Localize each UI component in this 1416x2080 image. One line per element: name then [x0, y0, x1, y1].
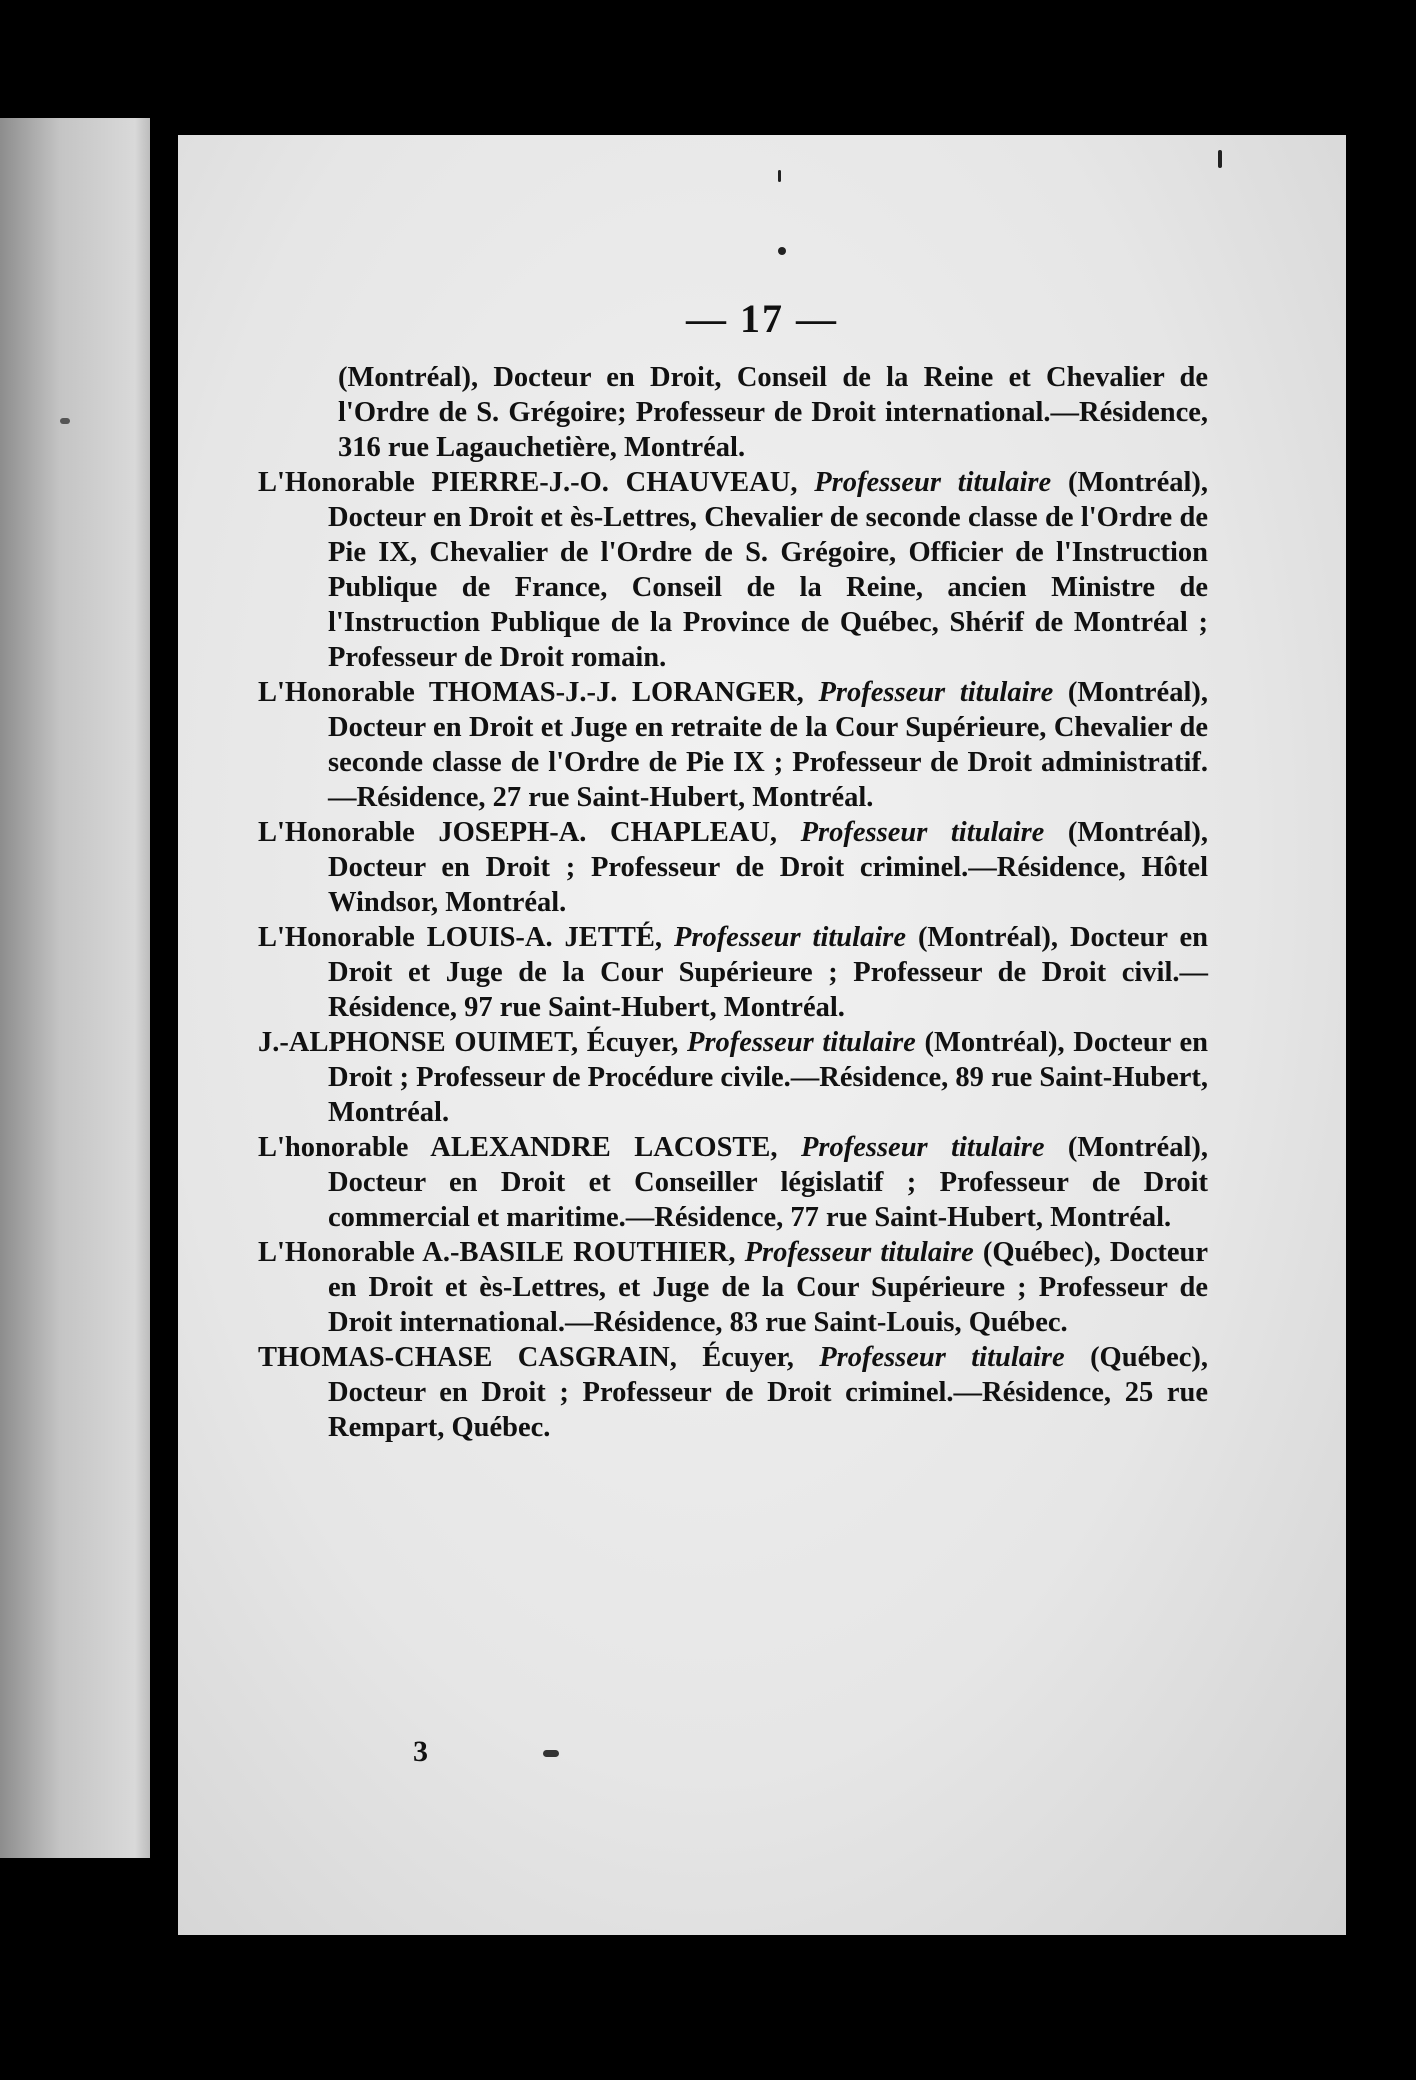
entry-title: Professeur titulaire: [814, 467, 1052, 498]
entry-text: (Montréal), Docteur en Droit et Juge de la Cour Supérieure ; Professeur de Droit civil.—Résidence, 97 rue Saint-Hubert, Montréal.: [328, 922, 1209, 1023]
entry-text: (Montréal), Docteur en Droit et ès-Lettres, Chevalier de seconde classe de l'Ordre de Pie IX, Chevalier de l'Ordre de S. Grégoire, Officier de l'Instruction Publique de France, Conseil de la Reine, ancien Ministre de l'Instruction Publique de la Province de Québec, Shérif de Montréal ; Professeur de Droit romain.: [328, 467, 1209, 673]
entry-text: (Québec), Docteur en Droit ; Professeur de Droit criminel.—Résidence, 25 rue Rempart, Québec.: [328, 1342, 1208, 1443]
entry-text: (Montréal), Docteur en Droit et Juge en retraite de la Cour Supérieure, Chevalier de seconde classe de l'Ordre de Pie IX ; Professeur de Droit administratif.—Résidence, 27 rue Saint-Hubert, Montréal.: [328, 677, 1208, 813]
list-entry: [258, 920, 1208, 1025]
signature-mark: 3: [413, 1735, 428, 1768]
faculty-list: [258, 360, 1208, 1445]
entry-name: L'honorable ALEXANDRE LACOSTE,: [258, 1132, 778, 1163]
list-entry: [258, 815, 1208, 920]
ink-speck: [1218, 150, 1222, 168]
entry-title: Professeur titulaire: [687, 1027, 916, 1058]
entry-text: (Montréal), Docteur en Droit ; Professeur de Droit criminel.—Résidence, Hôtel Windsor, Montréal.: [328, 817, 1208, 918]
list-entry: [258, 465, 1208, 675]
facing-page-edge: [0, 118, 150, 1858]
entry-text: (Québec), Docteur en Droit et ès-Lettres, et Juge de la Cour Supérieure ; Professeur de Droit international.—Résidence, 83 rue Saint-Louis, Québec.: [328, 1237, 1209, 1338]
entry-name: J.-ALPHONSE OUIMET, Écuyer,: [258, 1027, 679, 1058]
list-entry: [258, 1025, 1208, 1130]
entry-title: Professeur titulaire: [800, 817, 1045, 848]
scanned-page: [178, 135, 1346, 1935]
entry-name: L'Honorable LOUIS-A. JETTÉ,: [258, 922, 662, 953]
entry-title: Professeur titulaire: [819, 1342, 1065, 1373]
ink-mark: [60, 418, 70, 424]
ink-mark: [543, 1750, 559, 1757]
list-entry: [258, 1130, 1208, 1235]
entry-title: Professeur titulaire: [673, 922, 906, 953]
list-entry: [258, 1235, 1208, 1340]
entry-title: Professeur titulaire: [800, 1132, 1045, 1163]
book-gutter: [150, 118, 178, 1858]
list-entry: [258, 675, 1208, 815]
entry-text: (Montréal), Docteur en Droit, Conseil de la Reine et Chevalier de l'Ordre de S. Grégoire; Professeur de Droit international.—Résidence, 316 rue Lagauchetière, Montréal.: [338, 362, 1208, 463]
entry-title: Professeur titulaire: [818, 677, 1054, 708]
ink-speck: [778, 247, 786, 255]
entry-name: L'Honorable THOMAS-J.-J. LORANGER,: [258, 677, 804, 708]
entry-name: L'Honorable A.-BASILE ROUTHIER,: [258, 1237, 736, 1268]
entry-name: THOMAS-CHASE CASGRAIN, Écuyer,: [258, 1342, 794, 1373]
entry-text: (Montréal), Docteur en Droit ; Professeur de Procédure civile.—Résidence, 89 rue Saint-Hubert, Montréal.: [328, 1027, 1209, 1128]
entry-name: L'Honorable JOSEPH-A. CHAPLEAU,: [258, 817, 778, 848]
ink-speck: [778, 170, 781, 182]
entry-name: L'Honorable PIERRE-J.-O. CHAUVEAU,: [258, 467, 798, 498]
list-entry-continued: [258, 360, 1208, 465]
entry-text: (Montréal), Docteur en Droit et Conseiller législatif ; Professeur de Droit commercial et maritime.—Résidence, 77 rue Saint-Hubert, Montréal.: [328, 1132, 1208, 1233]
list-entry: [258, 1340, 1208, 1445]
entry-title: Professeur titulaire: [744, 1237, 974, 1268]
page-number: — 17 —: [686, 296, 838, 341]
